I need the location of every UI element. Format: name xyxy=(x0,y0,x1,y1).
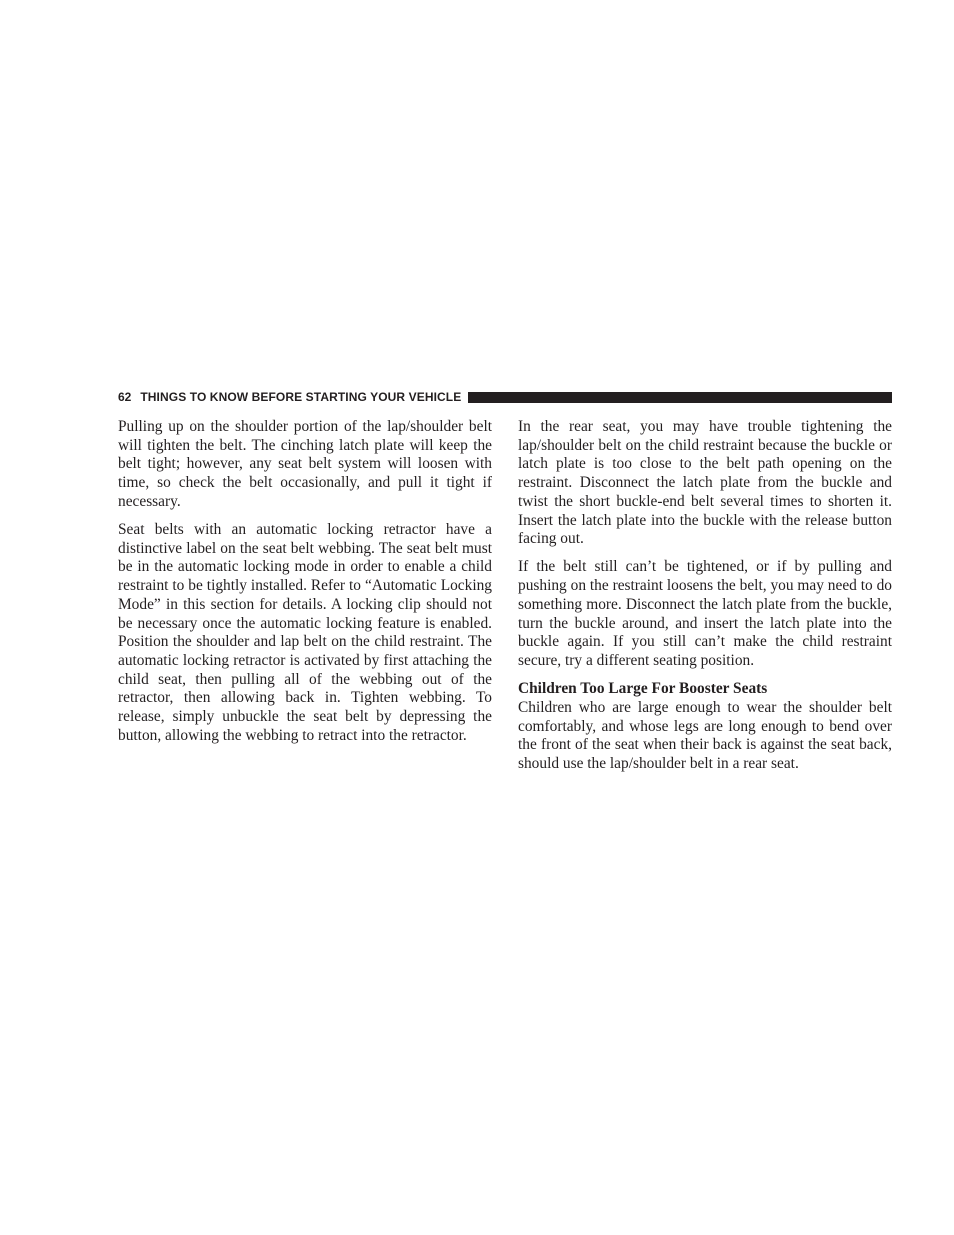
section-title: THINGS TO KNOW BEFORE STARTING YOUR VEHICLE xyxy=(140,390,462,404)
page-number: 62 xyxy=(118,390,132,404)
paragraph-belt-still-loose: If the belt still can’t be tightened, or if by pulling and pushing on the restraint loosens the belt, you may need to do something more. Disconnect the latch plate from the buckle, turn the buckle around, and insert the latch plate into the buckle again. If you still can’t make the child restraint secure, try a different seating position. xyxy=(518,558,892,669)
paragraph-rear-seat: In the rear seat, you may have trouble tightening the lap/shoulder belt on the child restraint because the buckle or latch plate is too close to the belt path opening on the restraint. Disconnect the latch plate from the buckle and twist the short buckle-end belt several times to shorten it. Insert the latch plate into the buckle with the release button facing out. xyxy=(518,418,892,548)
left-column xyxy=(118,418,492,755)
paragraph-large-children: Children who are large enough to wear the shoulder belt comfortably, and whose legs are long enough to bend over the front of the seat when their back is against the seat back, should use the lap/shoulder belt in a rear seat. xyxy=(518,698,892,772)
header-rule xyxy=(468,392,892,403)
paragraph-locking-retractor: Seat belts with an automatic locking retractor have a distinctive label on the seat belt webbing. The seat belt must be in the automatic locking mode in order to enable a child restraint to be tightly installed. Refer to “Automatic Locking Mode” in this section for details. A locking clip should not be necessary once the automatic locking feature is enabled. Position the shoulder and lap belt on the child restraint. The automatic locking retractor is activated by first attaching the child seat, then pulling all of the webbing out of the retractor, then allowing back in. Tighten webbing. To release, simply unbuckle the seat belt by depressing the button, allowing the webbing to retract into the retractor. xyxy=(118,521,492,744)
page-header xyxy=(118,389,892,405)
subheading-booster-seats: Children Too Large For Booster Seats xyxy=(518,680,768,698)
paragraph-shoulder-belt: Pulling up on the shoulder portion of the lap/shoulder belt will tighten the belt. The cinching latch plate will keep the belt tight; however, any seat belt system will loosen with time, so check the belt occasionally, and pull it tight if necessary. xyxy=(118,418,492,510)
right-column xyxy=(518,418,892,783)
